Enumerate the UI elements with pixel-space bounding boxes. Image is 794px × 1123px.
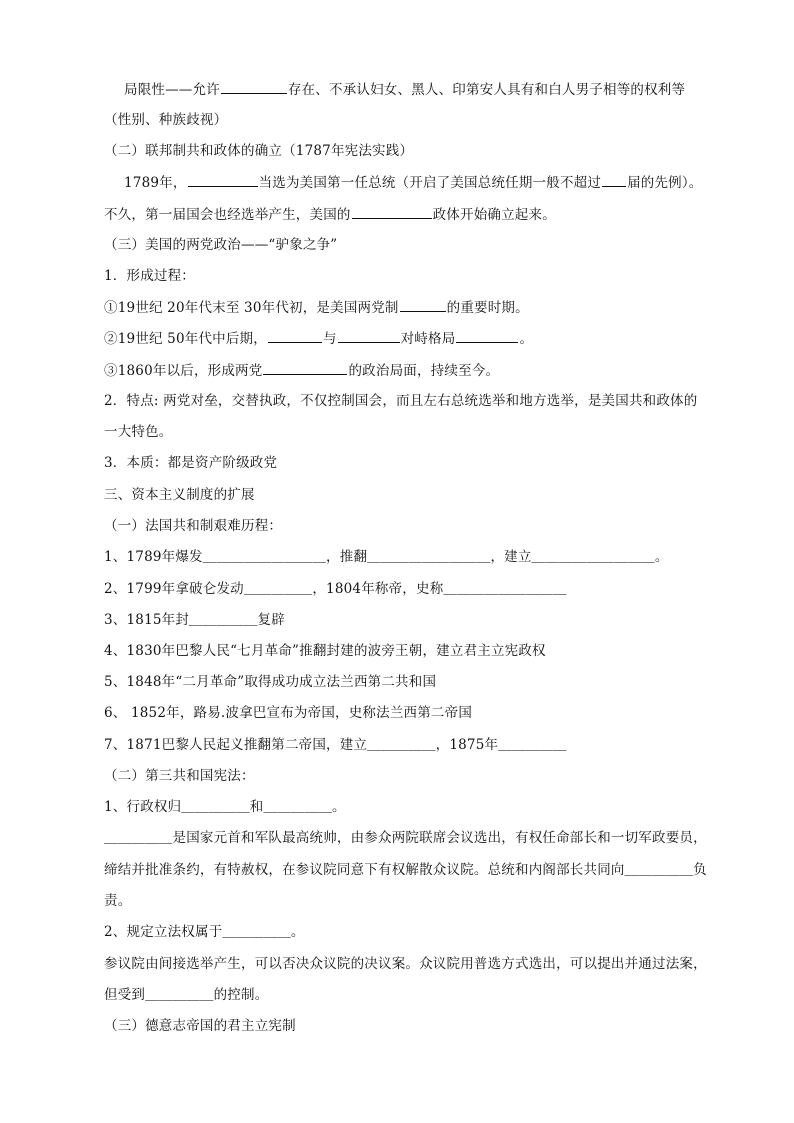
- fill-blank[interactable]: [263, 361, 347, 375]
- text-line: 缔结并批准条约，有特赦权，在参议院同意下有权解散众议院。总统和内阁部长共同向＿＿＿＿＿负: [104, 862, 707, 878]
- text-line: 责。: [104, 893, 132, 909]
- text-line: ②19世纪 50年代中后期， 与 对峙格局 。: [104, 331, 534, 347]
- section-heading: （二）第三共和国宪法：: [104, 768, 255, 784]
- fill-blank[interactable]: [400, 298, 446, 312]
- text-line: 不久，第一届国会也经选举产生，美国的 政体开始确立起来。: [104, 207, 556, 223]
- fill-blank[interactable]: [602, 173, 626, 187]
- section-heading: （三）美国的两党政治——“驴象之争”: [104, 237, 338, 253]
- fill-blank[interactable]: [338, 329, 400, 343]
- text-line: 3．本质：都是资产阶级政党: [104, 455, 278, 471]
- fill-blank[interactable]: [188, 173, 258, 187]
- text-line: 1、行政权归＿＿＿＿＿和＿＿＿＿＿。: [104, 799, 346, 815]
- text-line: 2．特点: 两党对垒，交替执政，不仅控制国会，而且左右总统选举和地方选举，是美国共和政体的: [104, 393, 698, 409]
- section-heading: （一）法国共和制艰难历程：: [104, 518, 283, 534]
- text-line: 5、1848年“二月革命”取得成功成立法兰西第二共和国: [104, 674, 437, 690]
- text-line: ＿＿＿＿＿是国家元首和军队最高统帅，由参众两院联席会议选出，有权任命部长和一切军政要员，: [104, 830, 707, 846]
- text-line: 参议院由间接选举产生，可以否决众议院的决议案。众议院用普选方式选出，可以提出并通过法案，: [104, 956, 707, 972]
- text-line: 1、1789年爆发＿＿＿＿＿＿＿＿＿，推翻＿＿＿＿＿＿＿＿＿，建立＿＿＿＿＿＿＿＿＿。: [104, 549, 669, 565]
- fill-blank[interactable]: [268, 329, 322, 343]
- fill-blank[interactable]: [352, 205, 432, 219]
- section-heading: 三、资本主义制度的扩展: [104, 487, 255, 503]
- text-line: （性别、种族歧视）: [104, 112, 228, 128]
- text-line: 2、1799年拿破仑发动＿＿＿＿＿，1804年称帝，史称＿＿＿＿＿＿＿＿＿: [104, 581, 567, 597]
- text-line: 7、1871巴黎人民起义推翻第二帝国，建立＿＿＿＿＿，1875年＿＿＿＿＿: [104, 737, 567, 753]
- text-line: ③1860年以后，形成两党 的政治局面，持续至今。: [104, 363, 500, 379]
- section-heading: （二）联邦制共和政体的确立（1787年宪法实践）: [104, 143, 414, 159]
- text-line: ①19世纪 20年代末至 30年代初，是美国两党制 的重要时期。: [104, 300, 529, 316]
- text-line: 6、 1852年，路易.波拿巴宣布为帝国，史称法兰西第二帝国: [104, 705, 473, 721]
- text-line: 2、规定立法权属于＿＿＿＿＿。: [104, 924, 305, 940]
- text-line: 3、1815年封＿＿＿＿＿复辟: [104, 612, 285, 628]
- fill-blank[interactable]: [456, 329, 518, 343]
- text-line: 一大特色。: [104, 424, 173, 440]
- text-line: 1．形成过程：: [104, 268, 195, 284]
- text-line: 4、1830年巴黎人民“七月革命”推翻封建的波旁王朝，建立君主立宪政权: [104, 643, 546, 659]
- text-line: 1789年， 当选为美国第一任总统（开启了美国总统任期一般不超过 届的先例）。: [124, 175, 703, 191]
- section-heading: （三）德意志帝国的君主立宪制: [104, 1018, 296, 1034]
- text-line: 局限性——允许 存在、不承认妇女、黑人、印第安人具有和白人男子相等的权利等: [124, 82, 686, 98]
- fill-blank[interactable]: [221, 80, 287, 94]
- text-line: 但受到＿＿＿＿＿的控制。: [104, 987, 269, 1003]
